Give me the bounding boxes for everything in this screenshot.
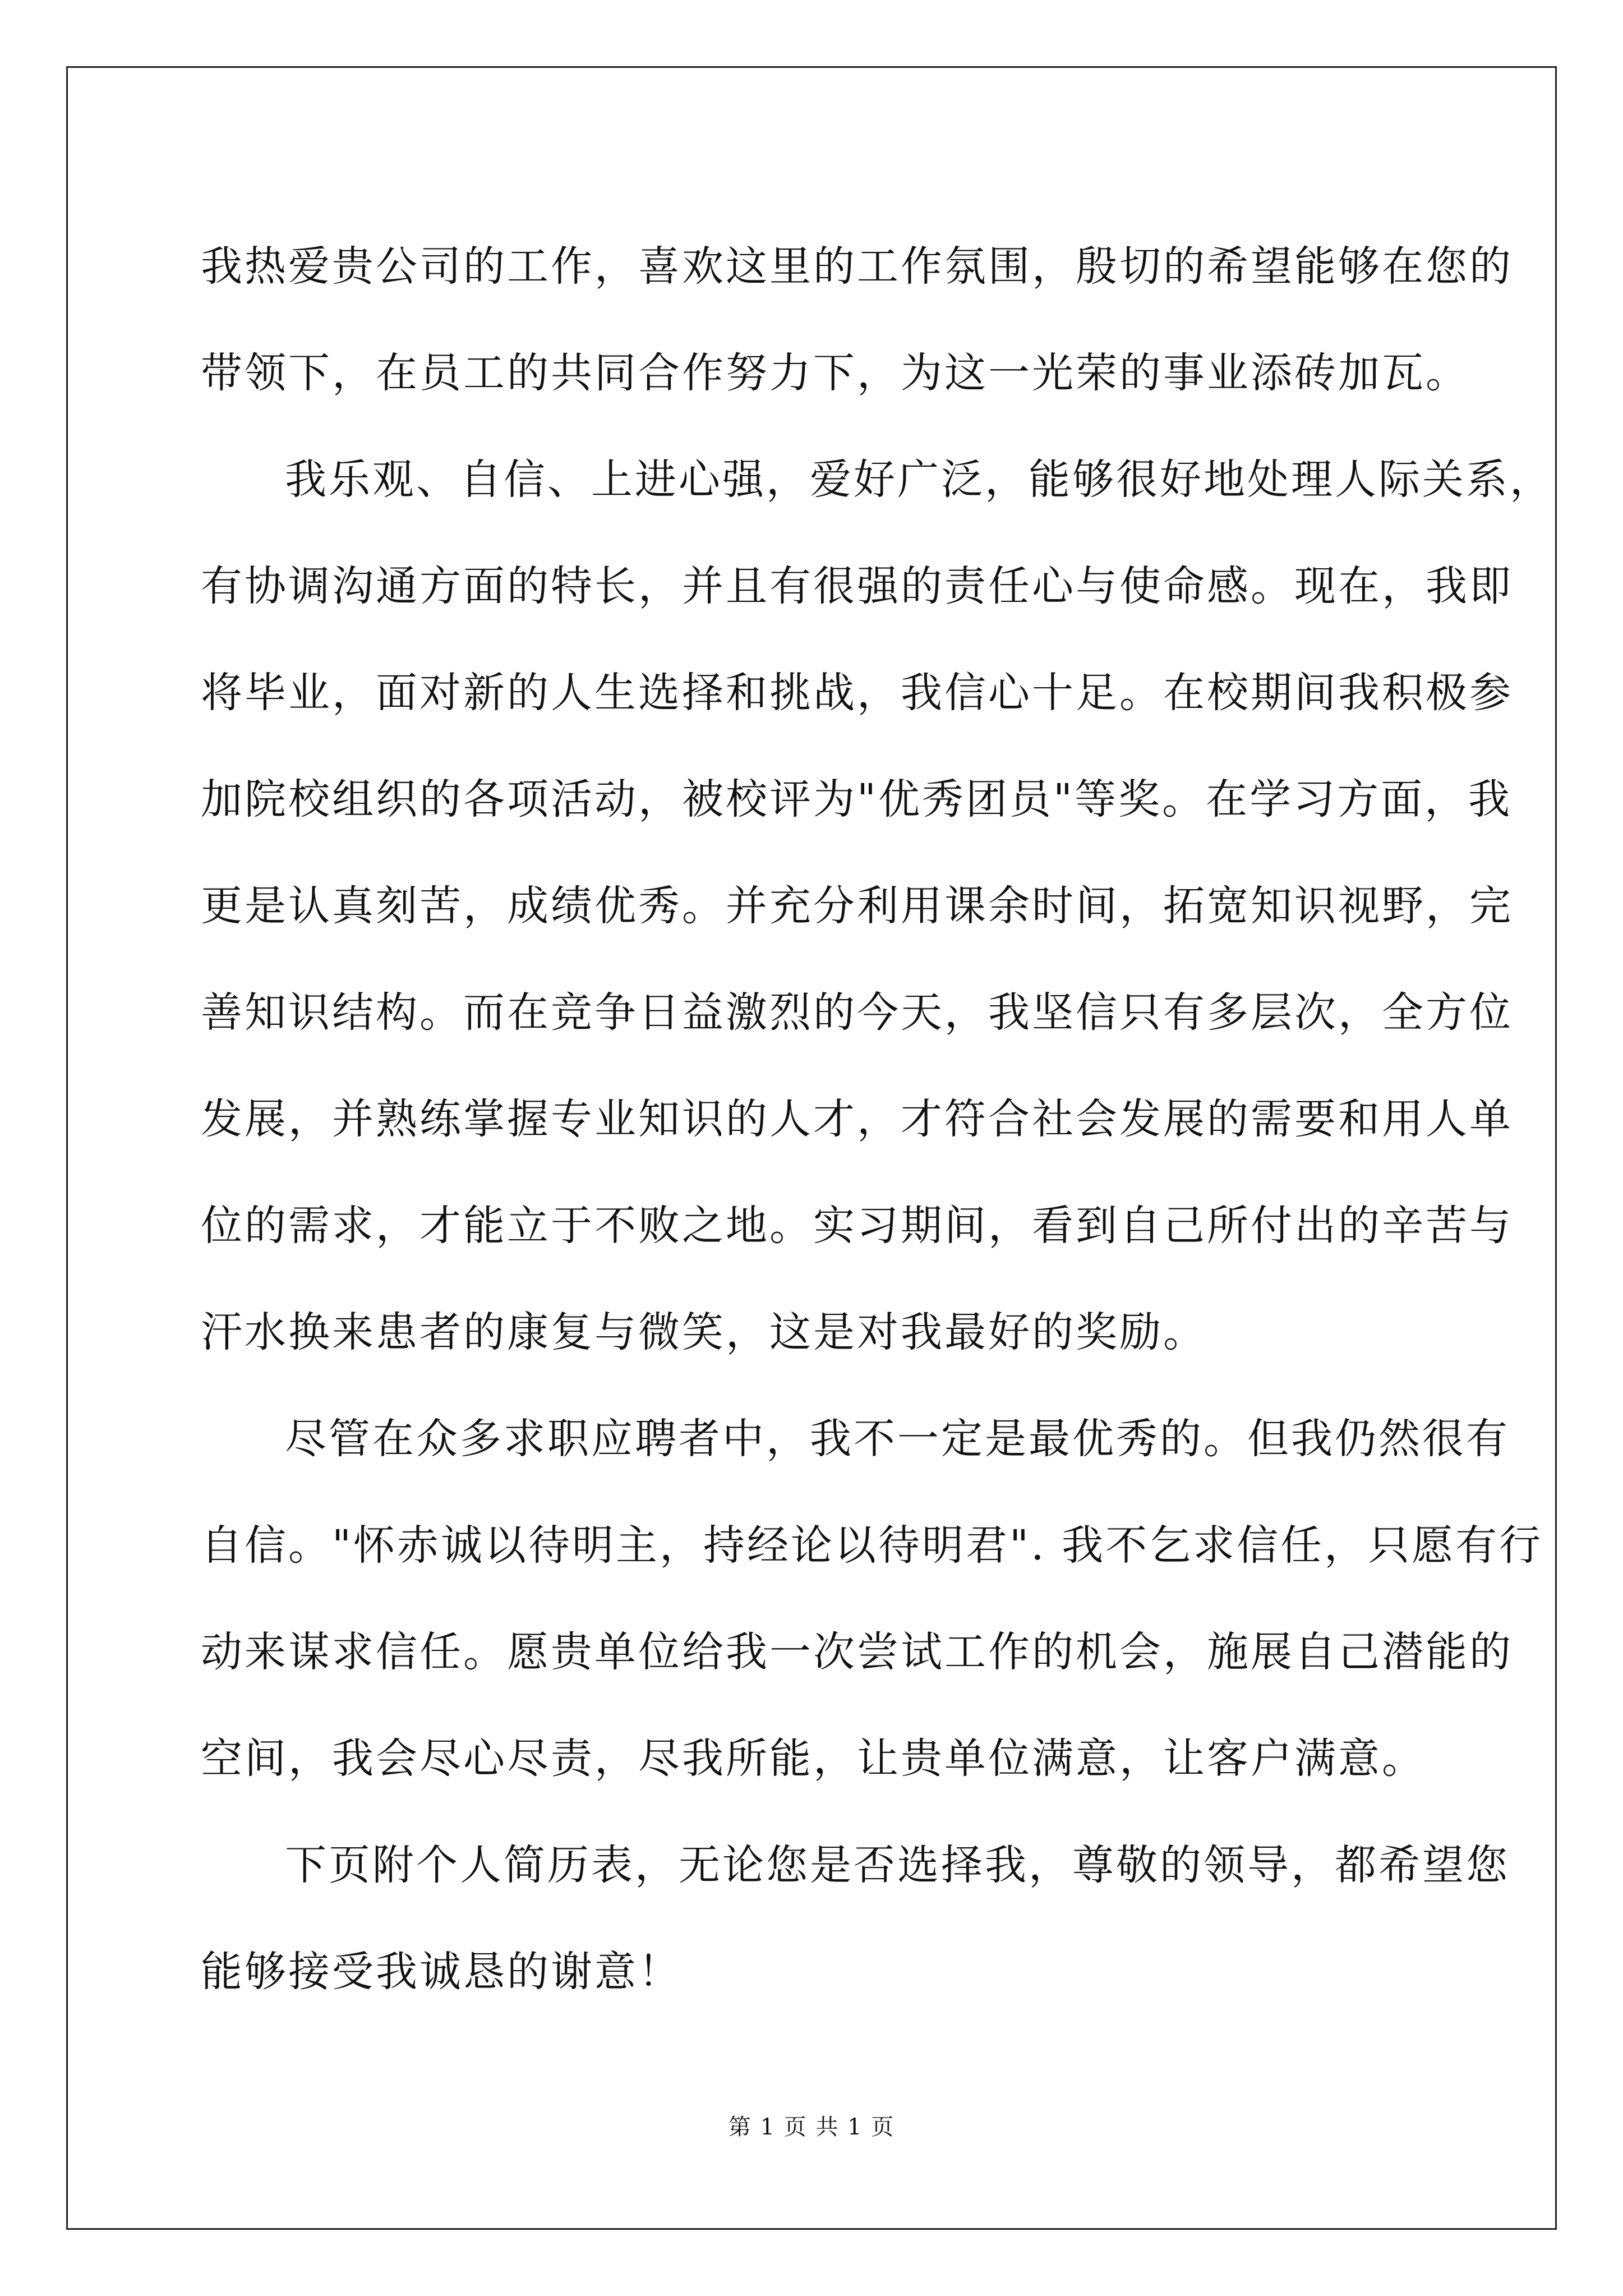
text-line: 空间，我会尽心尽责，尽我所能，让贵单位满意，让客户满意。 (201, 1734, 1426, 1783)
text-line: 善知识结构。而在竞争日益激烈的今天，我坚信只有多层次，全方位 (201, 988, 1513, 1037)
text-line: 带领下，在员工的共同合作努力下，为这一光荣的事业添砖加瓦。 (201, 349, 1469, 397)
text-line: 加院校组织的各项活动，被校评为"优秀团员"等奖。在学习方面，我 (201, 775, 1513, 823)
text-line: 能够接受我诚恳的谢意！ (201, 1948, 682, 1996)
text-line: 动来谋求信任。愿贵单位给我一次尝试工作的机会，施展自己潜能的 (201, 1628, 1513, 1676)
text-line: 自信。"怀赤诚以待明主，持经论以待明君". 我不乞求信任，只愿有行 (201, 1521, 1543, 1570)
text-line: 位的需求，才能立于不败之地。实习期间，看到自己所付出的辛苦与 (201, 1202, 1513, 1250)
text-line: 将毕业，面对新的人生选择和挑战，我信心十足。在校期间我积极参 (201, 669, 1513, 717)
text-line: 更是认真刻苦，成绩优秀。并充分利用课余时间，拓宽知识视野，完 (201, 882, 1513, 930)
text-line: 有协调沟通方面的特长，并且有很强的责任心与使命感。现在，我即 (201, 562, 1513, 610)
text-line: 汗水换来患者的康复与微笑，这是对我最好的奖励。 (201, 1308, 1207, 1356)
letter-body (201, 213, 1553, 2025)
text-line: 发展，并熟练掌握专业知识的人才，才符合社会发展的需要和用人单 (201, 1095, 1513, 1143)
page-number-footer: 第 1 页 共 1 页 (728, 2114, 895, 2140)
paragraph-start-line: 我乐观、自信、上进心强，爱好广泛，能够很好地处理人际关系， (285, 455, 1553, 504)
text-line: 我热爱贵公司的工作，喜欢这里的工作氛围，殷切的希望能够在您的 (201, 242, 1513, 291)
paragraph-start-line: 尽管在众多求职应聘者中，我不一定是最优秀的。但我仍然很有 (285, 1415, 1510, 1463)
paragraph-start-line: 下页附个人简历表，无论您是否选择我，尊敬的领导，都希望您 (285, 1841, 1510, 1889)
